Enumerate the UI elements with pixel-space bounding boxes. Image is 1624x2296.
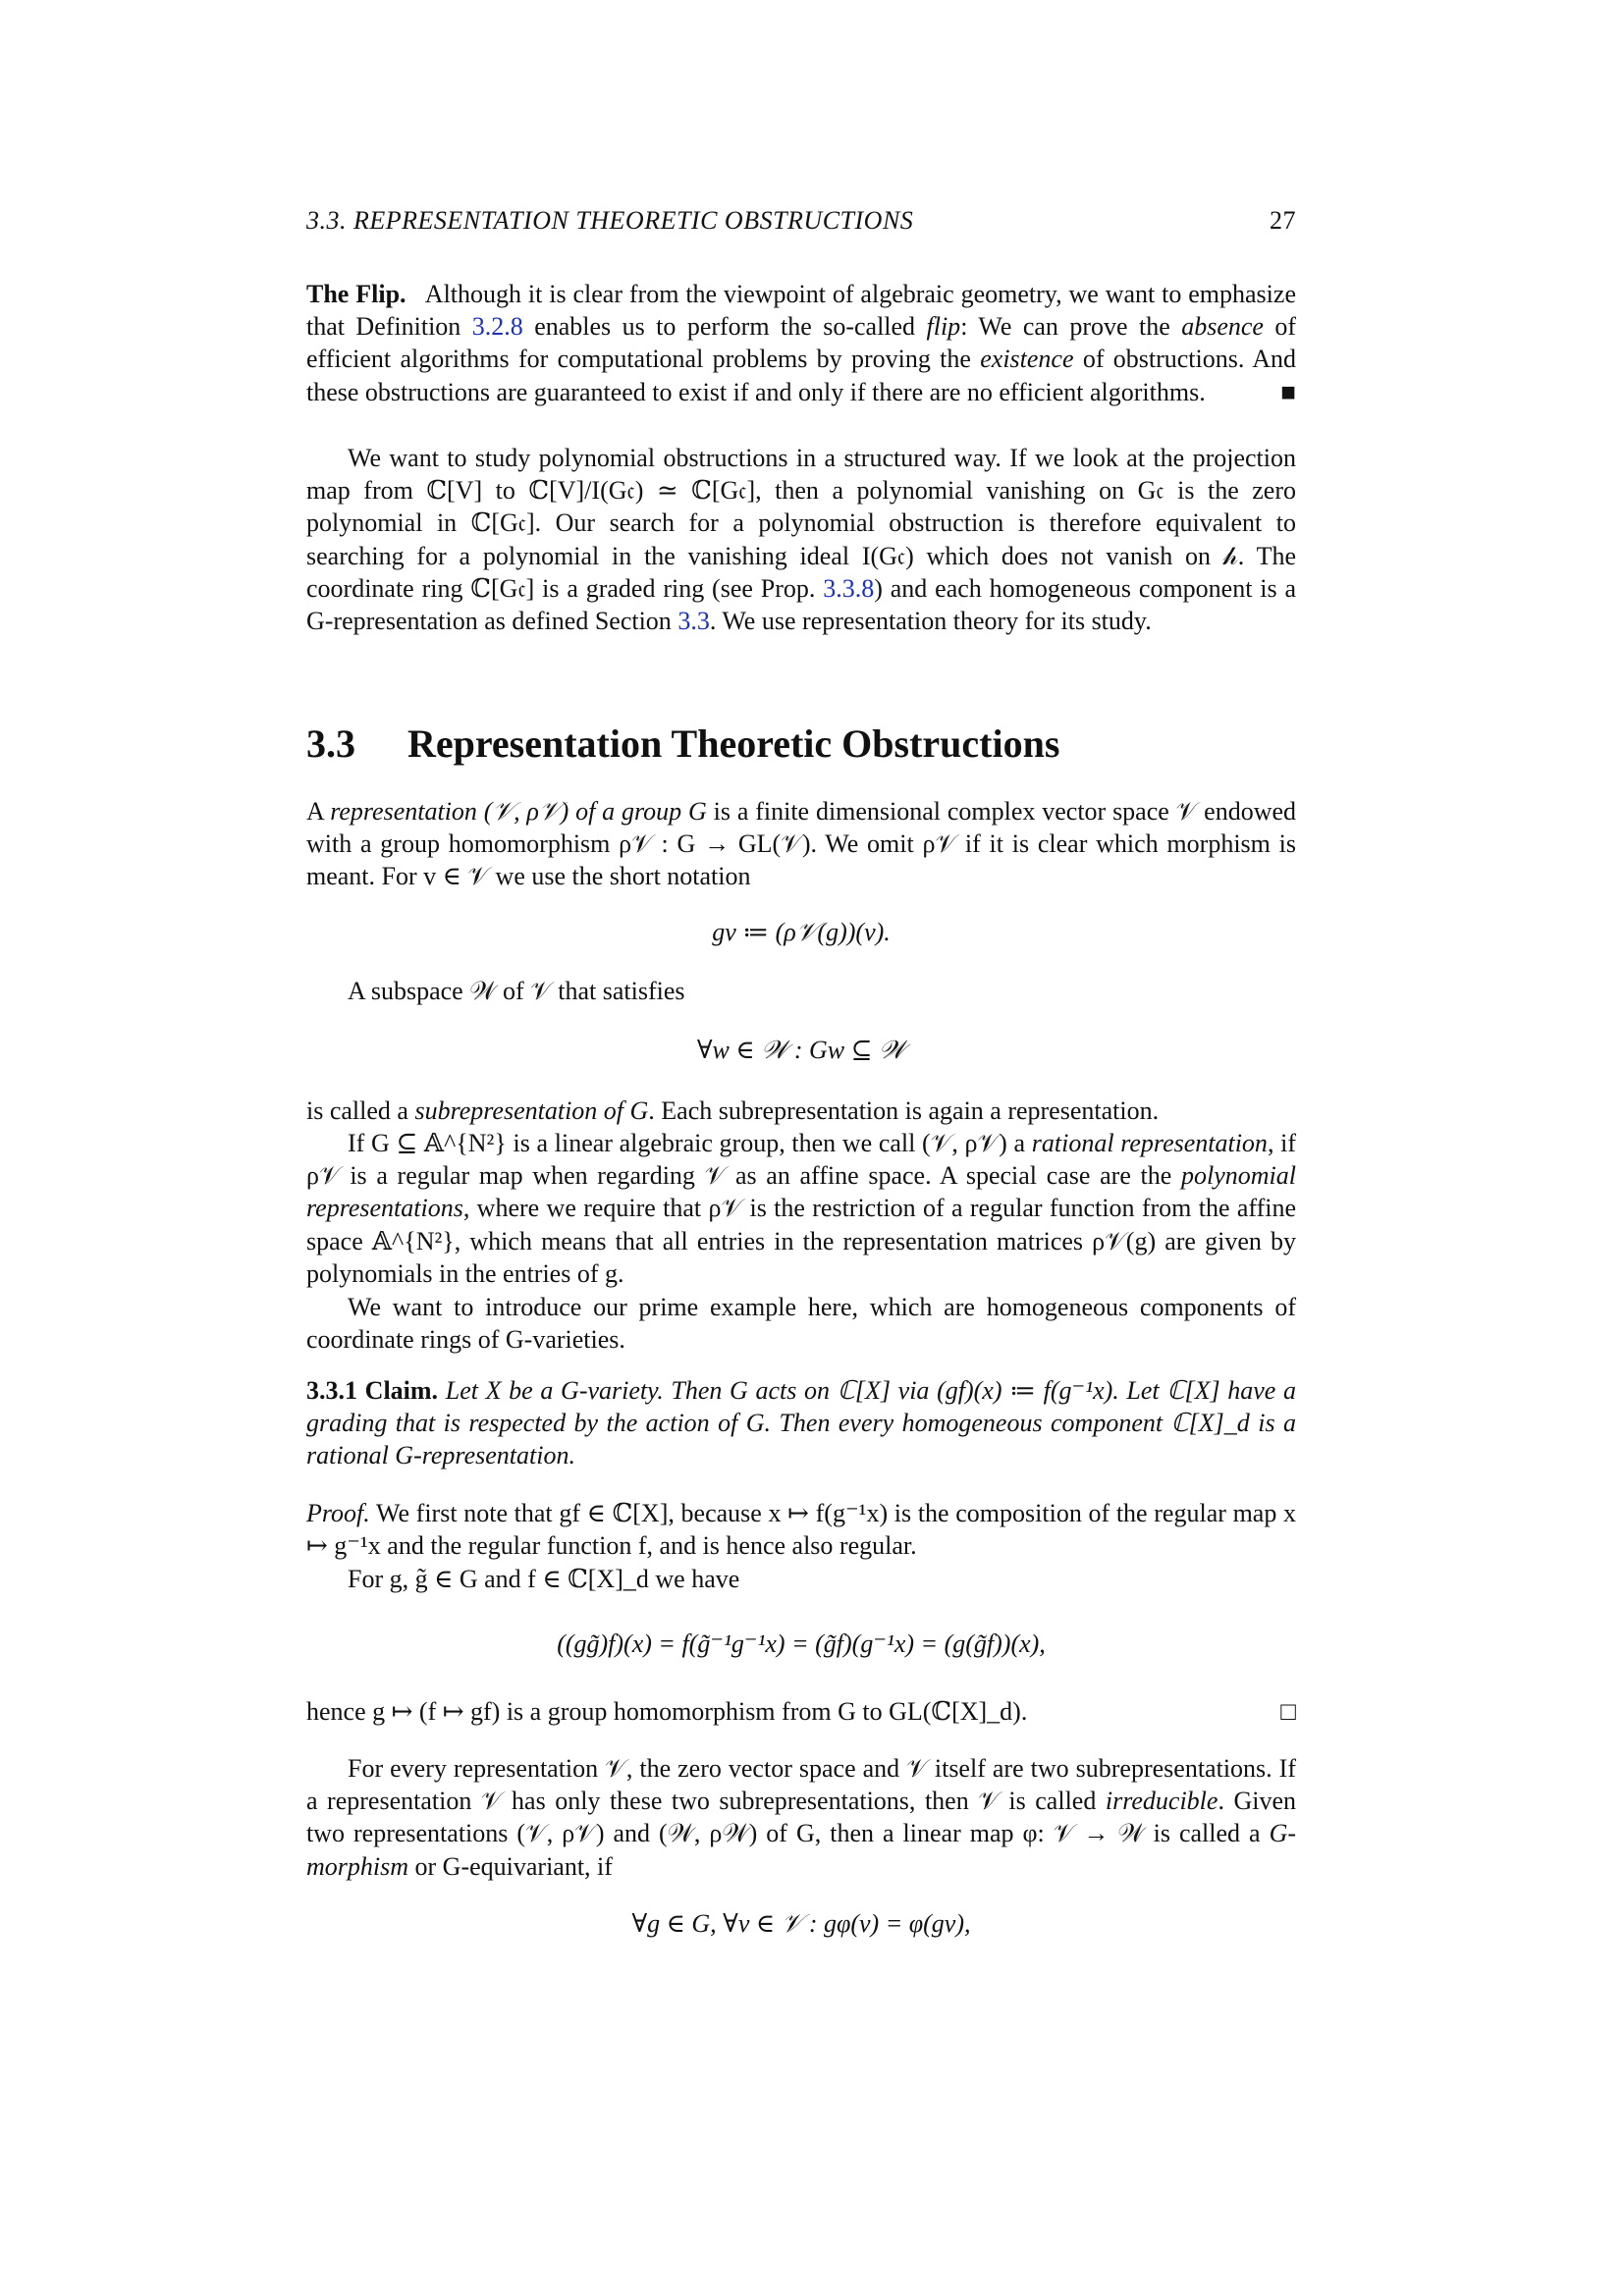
proof-text-1: We first note that gf ∈ ℂ[X], because x ↦ f(g⁻¹x) is the composition of the regular map x ↦ g⁻¹x and the regular function f, and is hence also regular. xyxy=(306,1499,1297,1561)
claim-text: Let X be a G-variety. Then G acts on ℂ[X] via (gf)(x) ≔ f(g⁻¹x). Let ℂ[X] have a grading that is respected by the action of G. Then every homogeneous component ℂ[X]_d is a rational G-representation. xyxy=(306,1376,1297,1470)
flip-paragraph xyxy=(306,278,1296,408)
claim-label: 3.3.1 Claim. xyxy=(306,1376,439,1405)
rep-definition-term: representation (𝒱, ρ𝒱) of a group G xyxy=(330,797,707,826)
rational-term: rational representation xyxy=(1031,1129,1268,1157)
flip-text-3: : We can prove the xyxy=(960,312,1170,342)
running-title: 3.3. REPRESENTATION THEORETIC OBSTRUCTIONS xyxy=(306,206,914,235)
equation-equivariance: ∀g ∈ G, ∀v ∈ 𝒱 : gφ(v) = φ(gv), xyxy=(631,1909,971,1938)
section-number: 3.3 xyxy=(306,721,355,766)
proof-conclusion xyxy=(306,1695,1296,1728)
proof-text-3: hence g ↦ (f ↦ gf) is a group homomorphism from G to GL(ℂ[X]_d). xyxy=(306,1697,1028,1726)
absence-emph: absence xyxy=(1181,312,1264,342)
irreducible-term: irreducible xyxy=(1105,1787,1218,1816)
study-text-1: We want to study polynomial obstructions in a structured way. If we look at the projection map from ℂ[V] to ℂ[V]/I(G𝔠) ≃ ℂ[G𝔠], then a polynomial vanishing on G𝔠 is the zero polynomial in ℂ[G𝔠]. Our search for a polynomial obstruction is therefore equivalent to searching for a polynomial in the vanishing ideal I(G𝔠) which does not vanish on 𝒽. The coordinate ring ℂ[G𝔠] is a graded ring (see Prop. xyxy=(306,444,1296,603)
rational-text-1: If G ⊆ 𝔸^{N²} is a linear algebraic group, then we call (𝒱, ρ𝒱) a xyxy=(348,1129,1026,1157)
page-number: 27 xyxy=(1270,206,1296,235)
proof-label: Proof. xyxy=(306,1499,370,1527)
subrep-text-2: . Each subrepresentation is again a representation. xyxy=(648,1096,1160,1125)
subrep-term: subrepresentation of G xyxy=(414,1096,649,1125)
proof-text-2: For g, g̃ ∈ G and f ∈ ℂ[X]_d we have xyxy=(348,1565,740,1593)
irr-text-2: . Given two representations (𝒱, ρ𝒱) and (𝒲, ρ𝒲) of G, then a linear map φ: 𝒱 → 𝒲 is called a xyxy=(306,1787,1296,1848)
rep-text-2: is a finite dimensional complex vector space 𝒱 endowed with a group homomorphism ρ𝒱 : G → GL(𝒱). We omit ρ𝒱 if it is clear which morphism is meant. For v ∈ 𝒱 we use the short notation xyxy=(306,797,1297,891)
end-mark: ■ xyxy=(1280,377,1296,406)
section-title: Representation Theoretic Obstructions xyxy=(407,721,1060,766)
section-link[interactable]: 3.3 xyxy=(677,607,710,636)
flip-run-in: The Flip. xyxy=(306,280,406,308)
polynomial-term: polynomial representations xyxy=(306,1161,1296,1223)
claim-block xyxy=(306,1374,1296,1472)
flip-emph: flip xyxy=(926,312,961,342)
g-morphism-term: G-morphism xyxy=(306,1819,1296,1881)
study-paragraph xyxy=(306,442,1296,637)
irreducible-paragraph xyxy=(306,1752,1296,1883)
subrep-text-1: is called a xyxy=(306,1096,408,1125)
irr-text-1: For every representation 𝒱, the zero vector space and 𝒱 itself are two subrepresentations. If a representation 𝒱 has only these two subrepresentations, then 𝒱 is called xyxy=(306,1754,1296,1816)
subspace-paragraph: A subspace 𝒲 of 𝒱 that satisfies xyxy=(348,977,685,1005)
equation-action: ((gg̃)f)(x) = f(g̃⁻¹g⁻¹x) = (g̃f)(g⁻¹x) = (g(g̃f))(x), xyxy=(557,1629,1046,1658)
section-heading xyxy=(306,721,1059,767)
equation-invariant: ∀w ∈ 𝒲 : Gw ⊆ 𝒲 xyxy=(696,1036,906,1064)
proof-paragraph xyxy=(306,1497,1296,1562)
subrep-paragraph xyxy=(306,1095,1296,1127)
flip-text-2: enables us to perform the so-called xyxy=(534,312,916,342)
rational-text-2: , if ρ𝒱 is a regular map when regarding 𝒱 as an affine space. A special case are the xyxy=(306,1129,1296,1191)
flip-text-1: Although it is clear from the viewpoint of algebraic geometry, we want to emphasize that Definition xyxy=(306,280,1296,342)
existence-emph: existence xyxy=(980,345,1074,374)
definition-link[interactable]: 3.2.8 xyxy=(471,312,523,342)
study-text-2: ) and each homogeneous component is a G-representation as defined Section xyxy=(306,573,1297,636)
irr-text-3: or G-equivariant, if xyxy=(414,1851,613,1881)
rational-text-3: , where we require that ρ𝒱 is the restriction of a regular function from the affine space 𝔸^{N²}, which means that all entries in the representation matrices ρ𝒱(g) are given by polynomials in the entries of g. xyxy=(306,1194,1296,1288)
rep-text-1: A xyxy=(306,797,324,826)
study-text-3: . We use representation theory for its study. xyxy=(709,607,1152,636)
qed-mark: □ xyxy=(1280,1697,1296,1726)
running-header xyxy=(306,206,1296,236)
prop-link[interactable]: 3.3.8 xyxy=(823,573,875,603)
flip-text-5: of obstructions. And these obstructions are guaranteed to exist if and only if there are no efficient algorithms. xyxy=(306,345,1297,406)
rational-paragraph xyxy=(306,1127,1296,1290)
flip-text-4: of efficient algorithms for computational problems by proving the xyxy=(306,312,1297,374)
rep-definition-paragraph xyxy=(306,795,1296,893)
equation-short-notation: gv ≔ (ρ𝒱(g))(v). xyxy=(712,918,891,946)
example-paragraph: We want to introduce our prime example here, which are homogeneous components of coordinate rings of G-varieties. xyxy=(306,1293,1296,1355)
